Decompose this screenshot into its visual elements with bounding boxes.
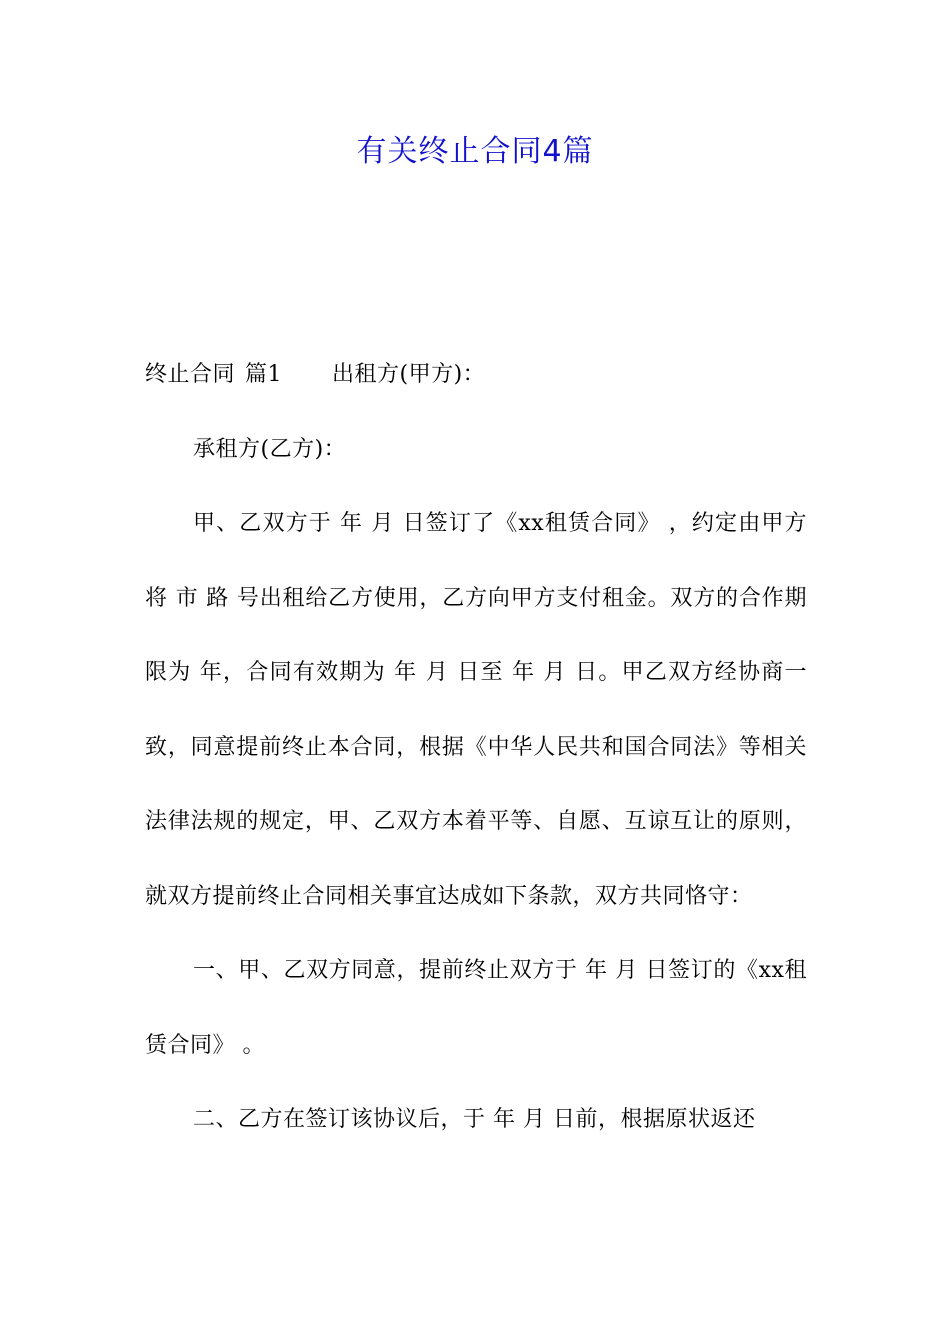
lessor-label: 出租方(甲方)： (332, 362, 486, 387)
document-title: 有关终止合同4篇 (356, 134, 594, 169)
clause-one: 一、甲、乙双方同意，提前终止双方于 年 月 日签订的《xx租赁合同》 。 (145, 958, 807, 1058)
clause-two: 二、乙方在签订该协议后，于 年 月 日前，根据原状返还 (193, 1107, 756, 1132)
section-label: 终止合同 (145, 362, 236, 387)
document-body (145, 338, 807, 1158)
lessee-label: 承租方(乙方)： (193, 436, 347, 462)
section-number: 篇1 (245, 362, 283, 387)
section-heading-line (145, 338, 807, 413)
paragraph-intro: 甲、乙双方于 年 月 日签订了《xx租赁合同》 ，约定由甲方将 市 路 号出租给乙方使用，乙方向甲方支付租金。双方的合作期限为 年，合同有效期为 年 月 日至 年 月 日。甲乙双方经协商一致，同意提前终止本合同，根据《中华人民共和国合同法》等相关法律法规的规定，甲、乙双方本着平等、自愿、互谅互让的原则，就双方提前终止合同相关事宜达成如下条款，双方共同恪守： (145, 511, 807, 909)
